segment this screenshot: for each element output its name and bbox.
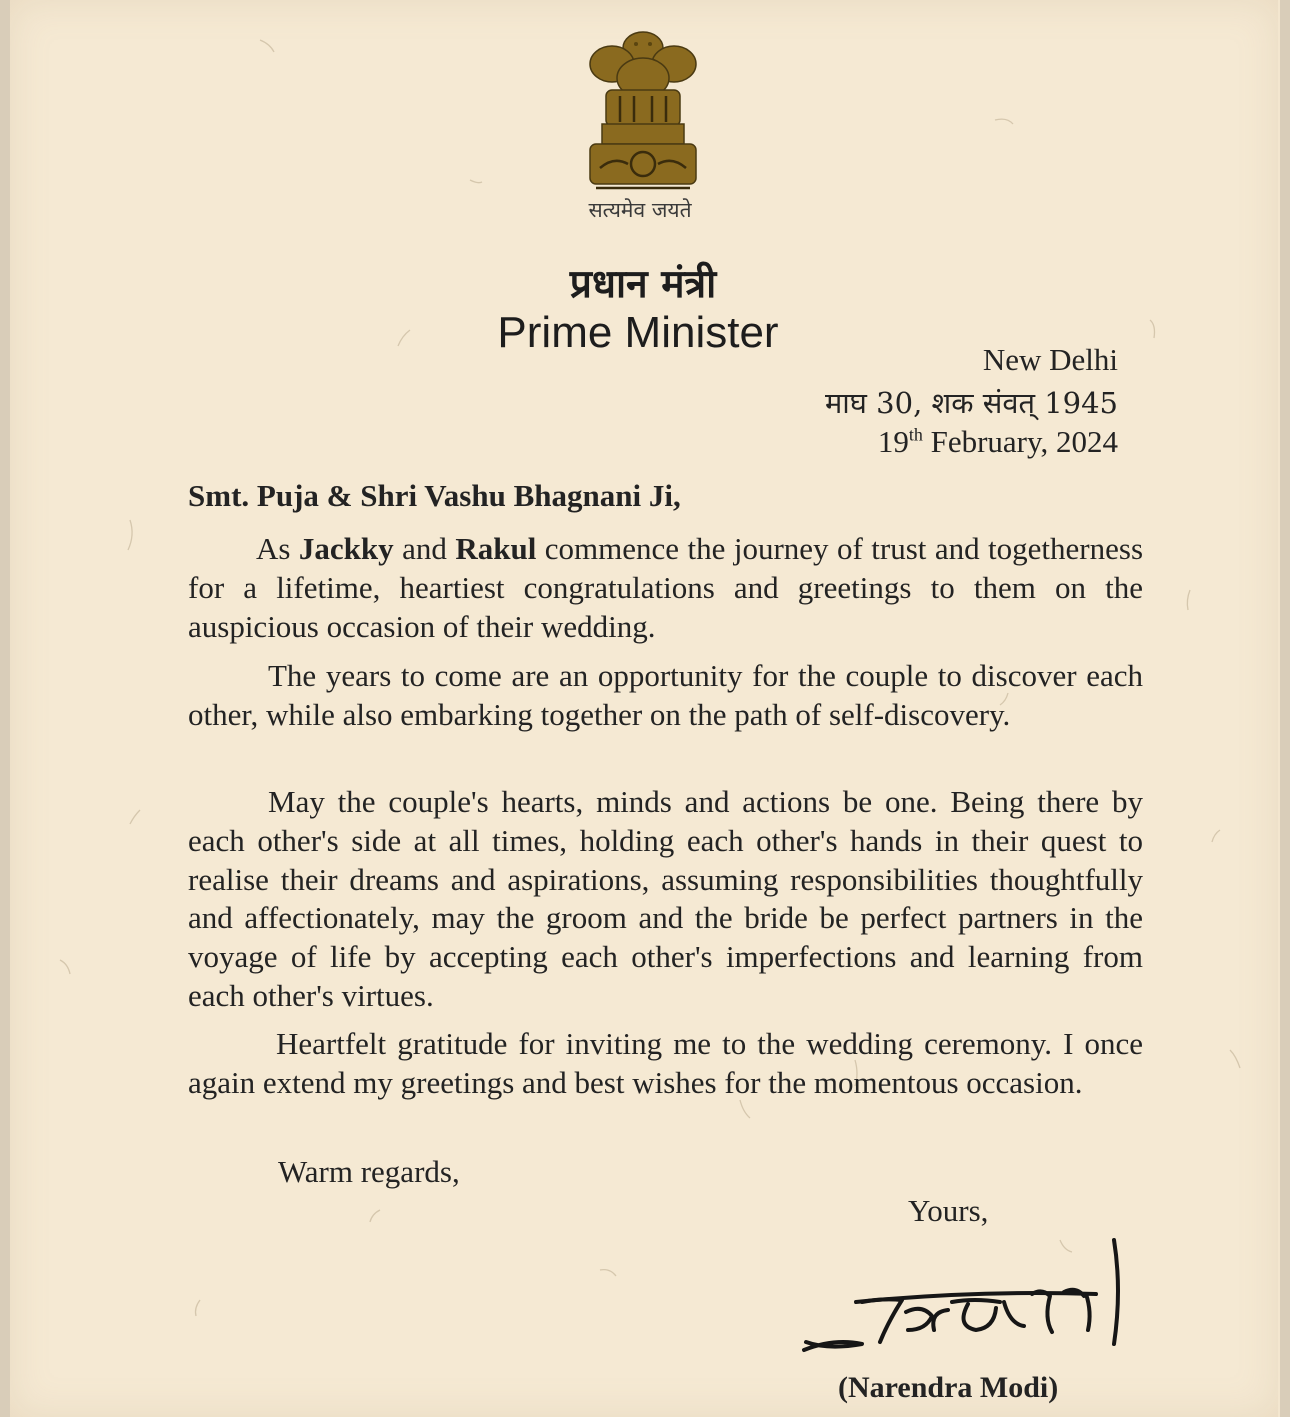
signatory-name: (Narendra Modi) (838, 1371, 1059, 1404)
date-month-year: February, 2024 (922, 424, 1118, 459)
p1-text-c: commence the journey of trust and togetherness for a lifetime, heartiest congratulations and greetings to them on the auspicious occasion of their wedding. (188, 531, 1144, 644)
paragraph-3: May the couple's hearts, minds and actions be one. Being there by each other's side at all times, holding each other's hands in their quest to realise their dreams and aspirations, assuming responsibilities thoughtfully and affectionately, may the groom and the bride be perfect partners in the voyage of life by accepting each other's imperfections and learning from each other's virtues. (188, 784, 1143, 1013)
bride-name: Rakul (455, 531, 537, 566)
p1-text-b: and (393, 531, 456, 566)
groom-name: Jackky (298, 531, 394, 566)
closing-yours: Yours, (908, 1193, 989, 1228)
closing-regards: Warm regards, (278, 1154, 460, 1189)
letter-date-hindi: माघ 30, शक संवत् 1945 (824, 386, 1118, 420)
office-title-english: Prime Minister (497, 308, 779, 357)
date-day: 19 (877, 424, 909, 459)
office-title-hindi: प्रधान मंत्री (569, 262, 717, 307)
paragraph-1 (188, 530, 1143, 646)
paragraph-4: Heartfelt gratitude for inviting me to the wedding ceremony. I once again extend my greetings and best wishes for the momentous occasion. (188, 1026, 1143, 1100)
handwritten-signature (796, 1232, 1128, 1362)
national-emblem-icon (576, 18, 710, 198)
paragraph-2: The years to come are an opportunity for the couple to discover each other, while also embarking together on the path of self-discovery. (188, 658, 1143, 732)
p1-text-a: As (256, 531, 299, 566)
salutation: Smt. Puja & Shri Vashu Bhagnani Ji, (188, 478, 681, 513)
date-suffix: th (908, 424, 923, 445)
emblem-motto: सत्यमेव जयते (588, 198, 692, 222)
letter-date-english (878, 424, 1118, 460)
letter-place: New Delhi (982, 342, 1118, 377)
